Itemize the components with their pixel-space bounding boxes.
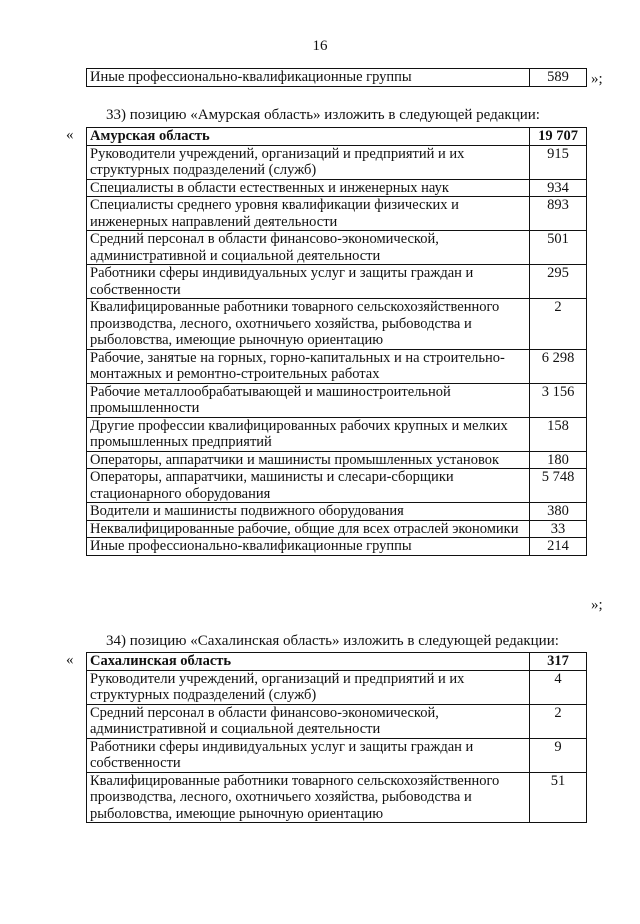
- row-label: Специалисты в области естественных и инженерных наук: [87, 179, 530, 197]
- sakhalin-header-row: [87, 653, 587, 671]
- table-row: [87, 69, 587, 87]
- sakhalin-header-label: Сахалинская область: [87, 653, 530, 671]
- amur-header-value: 19 707: [530, 128, 587, 146]
- row-value: 9: [530, 738, 587, 772]
- row-value: 3 156: [530, 383, 587, 417]
- row-value: 2: [530, 704, 587, 738]
- table-row: [87, 538, 587, 556]
- table-row: [87, 670, 587, 704]
- amur-header-label: Амурская область: [87, 128, 530, 146]
- row-label: Работники сферы индивидуальных услуг и защиты граждан и собственности: [87, 738, 530, 772]
- row-label: Руководители учреждений, организаций и предприятий и их структурных подразделений (служб): [87, 145, 530, 179]
- table-row: [87, 145, 587, 179]
- row-value: 501: [530, 231, 587, 265]
- row-value: 934: [530, 179, 587, 197]
- table-row: [87, 520, 587, 538]
- row-label: Иные профессионально-квалификационные группы: [87, 538, 530, 556]
- row-value: 589: [530, 69, 587, 87]
- table-row: [87, 738, 587, 772]
- amur-table-body: [87, 128, 587, 146]
- table-row: [87, 383, 587, 417]
- row-value: 915: [530, 145, 587, 179]
- sakhalin-table-body: [87, 653, 587, 671]
- table-row: [87, 299, 587, 350]
- row-value: 158: [530, 417, 587, 451]
- row-value: 214: [530, 538, 587, 556]
- section-34-open-quote: «: [66, 652, 74, 668]
- table-row: [87, 451, 587, 469]
- table-row: [87, 179, 587, 197]
- row-value: 51: [530, 772, 587, 823]
- row-label: Иные профессионально-квалификационные группы: [87, 69, 530, 87]
- sakhalin-table: [86, 652, 587, 823]
- row-label: Руководители учреждений, организаций и предприятий и их структурных подразделений (служб): [87, 670, 530, 704]
- top-table: [86, 68, 587, 87]
- row-value: 2: [530, 299, 587, 350]
- sakhalin-rows: [87, 670, 587, 823]
- amur-header-row: [87, 128, 587, 146]
- row-label: Специалисты среднего уровня квалификации физических и инженерных направлений деятельности: [87, 197, 530, 231]
- row-label: Другие профессии квалифицированных рабочих крупных и мелких промышленных предприятий: [87, 417, 530, 451]
- top-close-quote: »;: [591, 71, 603, 87]
- page-number: 16: [312, 38, 328, 54]
- table-row: [87, 772, 587, 823]
- row-label: Квалифицированные работники товарного сельскохозяйственного производства, лесного, охотничьего хозяйства, рыбоводства и рыболовства, имеющие рыночную ориентацию: [87, 772, 530, 823]
- row-value: 33: [530, 520, 587, 538]
- row-label: Средний персонал в области финансово-экономической, административной и социальной деятельности: [87, 704, 530, 738]
- sakhalin-header-value: 317: [530, 653, 587, 671]
- table-row: [87, 417, 587, 451]
- row-value: 893: [530, 197, 587, 231]
- row-label: Водители и машинисты подвижного оборудования: [87, 503, 530, 521]
- row-value: 6 298: [530, 349, 587, 383]
- row-label: Рабочие металлообрабатывающей и машиностроительной промышленности: [87, 383, 530, 417]
- section-33-open-quote: «: [66, 127, 74, 143]
- table-row: [87, 349, 587, 383]
- row-value: 5 748: [530, 469, 587, 503]
- table-row: [87, 469, 587, 503]
- amur-rows: [87, 145, 587, 555]
- amur-table: [86, 127, 587, 556]
- row-label: Неквалифицированные рабочие, общие для всех отраслей экономики: [87, 520, 530, 538]
- table-row: [87, 197, 587, 231]
- row-value: 4: [530, 670, 587, 704]
- row-value: 380: [530, 503, 587, 521]
- table-row: [87, 265, 587, 299]
- table-row: [87, 231, 587, 265]
- section-34-intro: 34) позицию «Сахалинская область» изложить в следующей редакции:: [106, 633, 559, 649]
- row-label: Операторы, аппаратчики, машинисты и слесари-сборщики стационарного оборудования: [87, 469, 530, 503]
- row-value: 295: [530, 265, 587, 299]
- table-row: [87, 704, 587, 738]
- section-33-close-quote: »;: [591, 597, 603, 613]
- top-table-body: [87, 69, 587, 87]
- row-label: Работники сферы индивидуальных услуг и защиты граждан и собственности: [87, 265, 530, 299]
- row-label: Операторы, аппаратчики и машинисты промышленных установок: [87, 451, 530, 469]
- row-value: 180: [530, 451, 587, 469]
- section-33-intro: 33) позицию «Амурская область» изложить в следующей редакции:: [106, 107, 540, 123]
- table-row: [87, 503, 587, 521]
- row-label: Рабочие, занятые на горных, горно-капитальных и на строительно-монтажных и ремонтно-строительных работах: [87, 349, 530, 383]
- row-label: Средний персонал в области финансово-экономической, административной и социальной деятельности: [87, 231, 530, 265]
- row-label: Квалифицированные работники товарного сельскохозяйственного производства, лесного, охотничьего хозяйства, рыбоводства и рыболовства, имеющие рыночную ориентацию: [87, 299, 530, 350]
